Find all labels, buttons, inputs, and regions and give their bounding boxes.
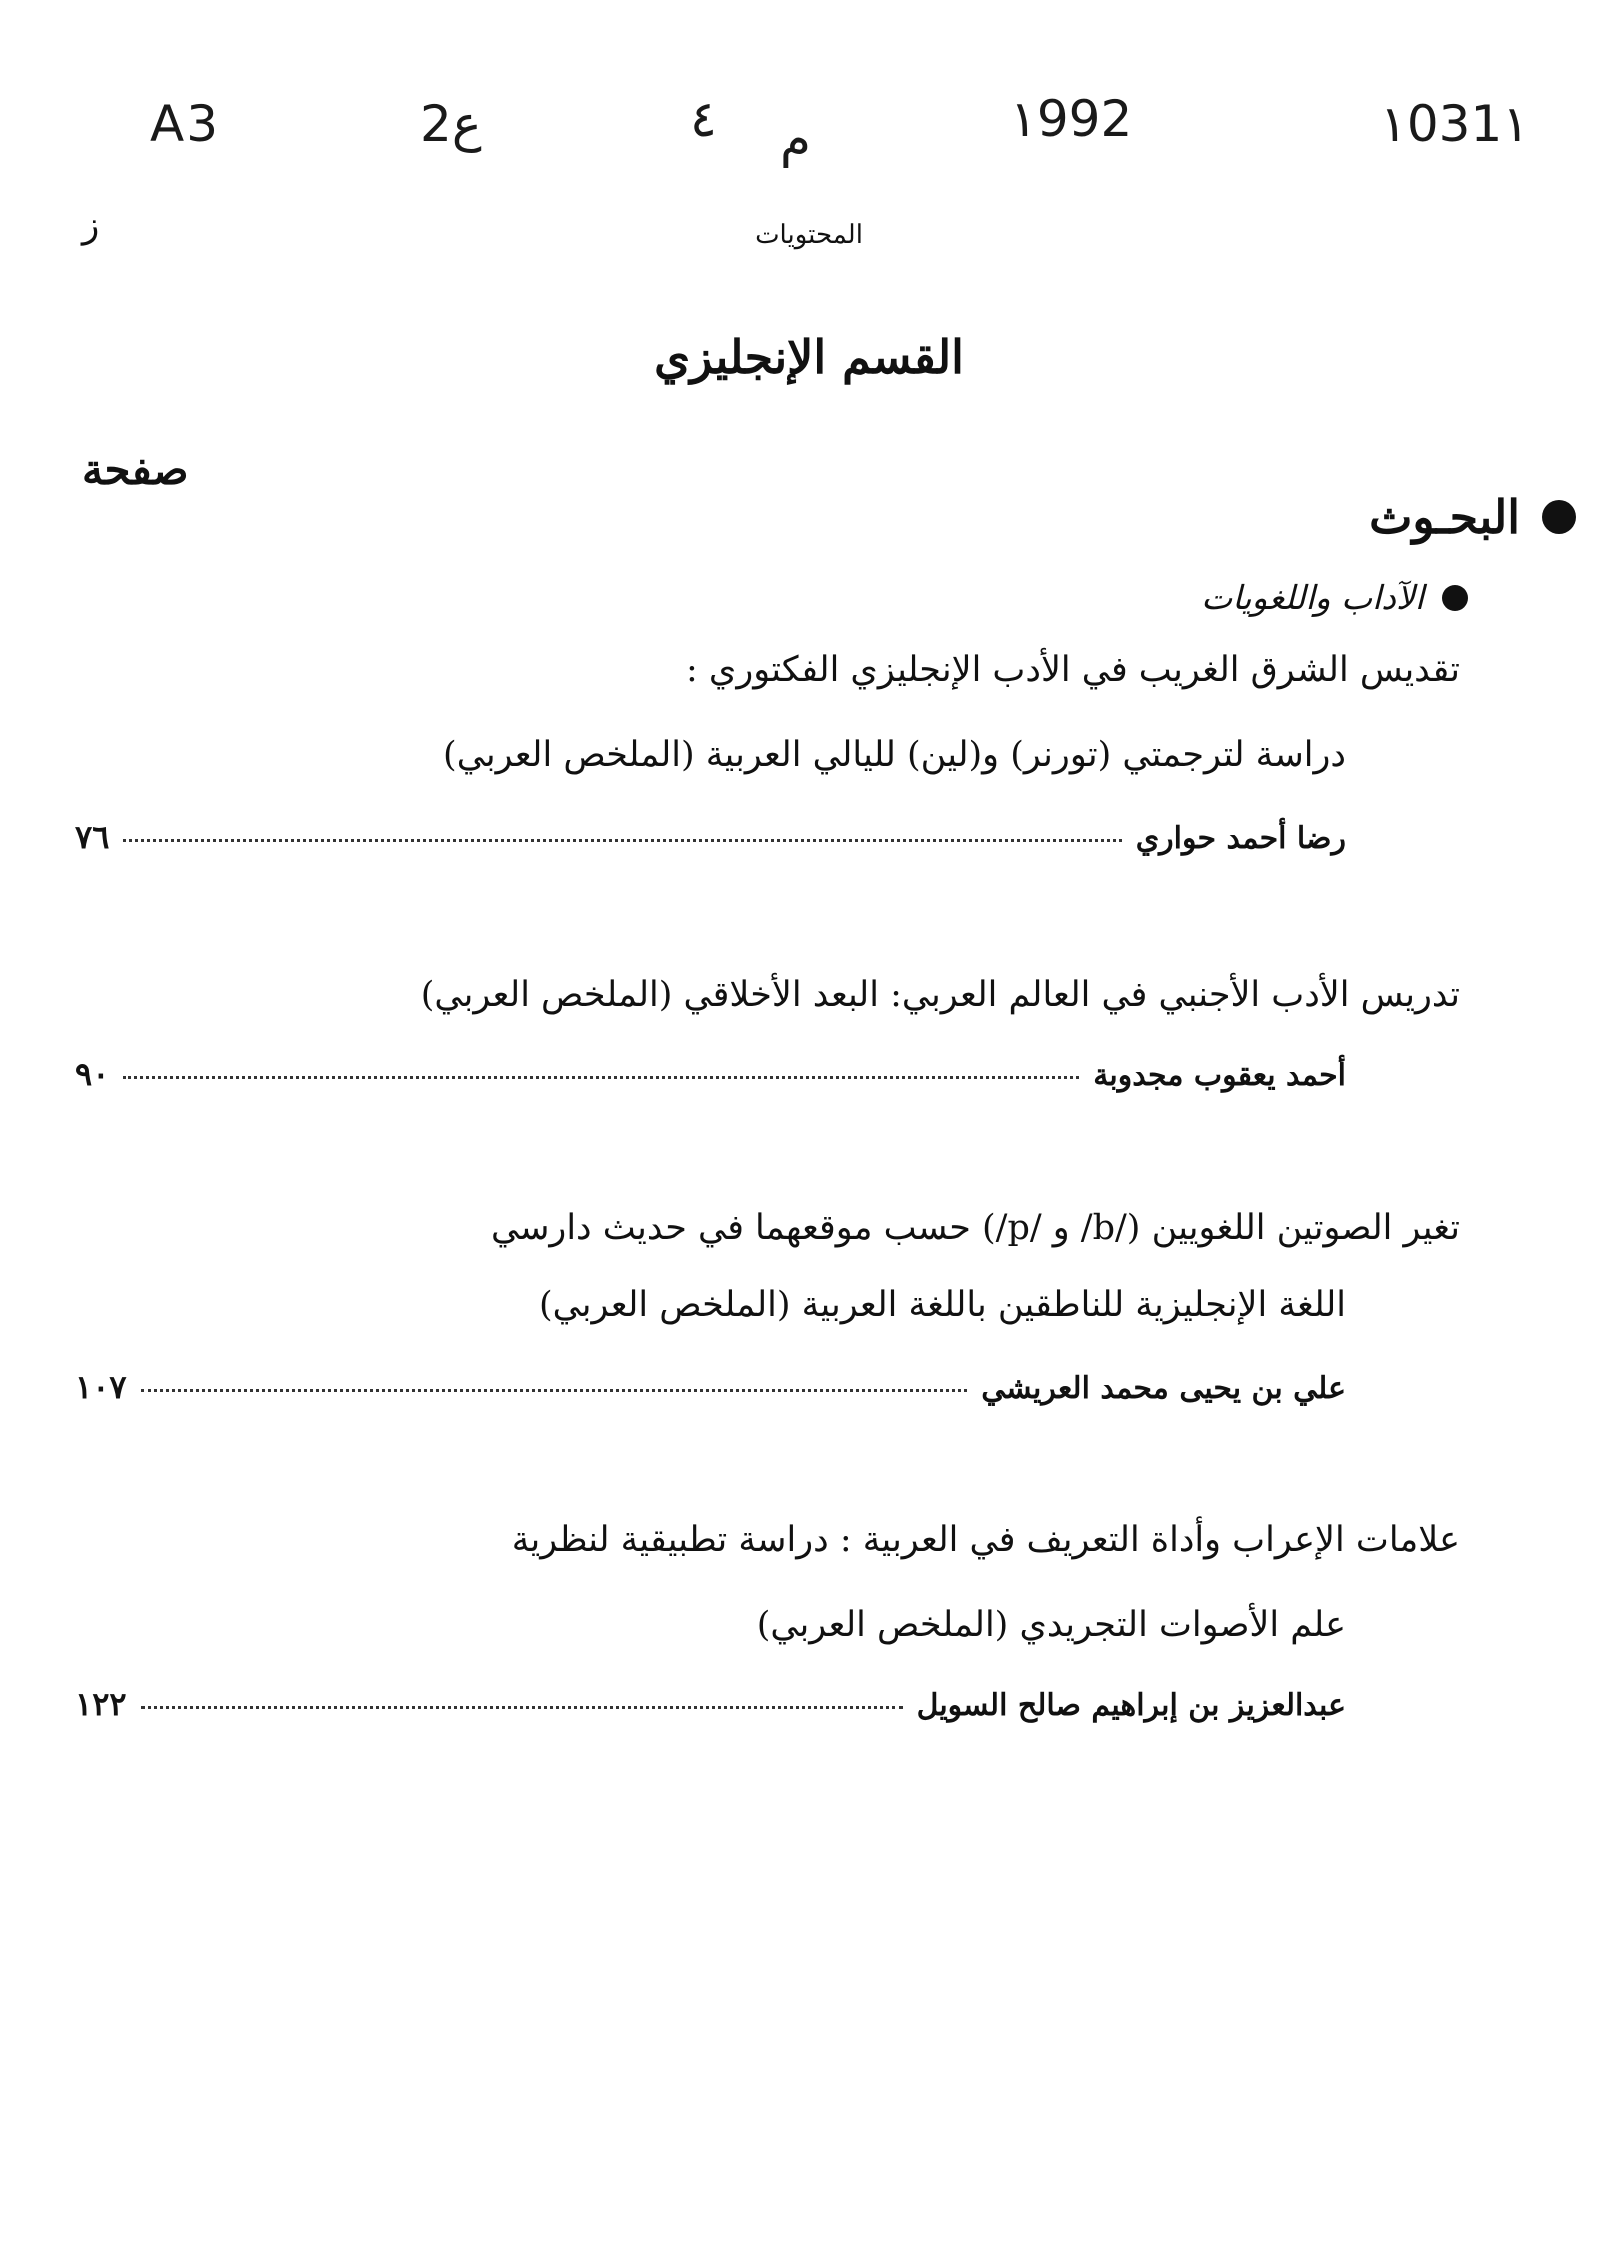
handwritten-year: ١992 [1010,90,1133,148]
running-title: المحتويات [755,220,863,250]
category-label: البحـوث [1369,490,1520,544]
subcategory-label: الآداب واللغويات [1201,578,1424,617]
subcategory-heading [1201,578,1468,617]
entry-4-title-line-2: علم الأصوات التجريدي (الملخص العربي) [756,1605,1346,1645]
handwritten-month: م [780,110,811,168]
entry-2-title-line-1: تدريس الأدب الأجنبي في العالم العربي: البعد الأخلاقي (الملخص العربي) [420,975,1460,1015]
page-letter: ز [82,205,100,246]
bullet-icon [1542,500,1576,534]
dot-leader [141,1389,968,1392]
entry-1-author: رضا أحمد حواري [1135,821,1346,856]
entry-3-title-line-2: اللغة الإنجليزية للناطقين باللغة العربية (الملخص العربي) [538,1285,1346,1325]
entry-3-author-line [75,1368,1346,1406]
bullet-icon [1442,585,1468,611]
dot-leader [141,1706,903,1709]
section-title: القسم الإنجليزي [654,330,964,384]
entry-1-author-line [75,818,1346,856]
entry-4-author: عبدالعزيز بن إبراهيم صالح السويل [916,1688,1346,1723]
entry-2-page: ٩٠ [75,1055,110,1093]
handwritten-a3: A3 [150,95,221,153]
page-column-label: صفحة [82,445,189,494]
handwritten-id: ١031١ [1380,95,1530,153]
entry-1-title-line-1: تقديس الشرق الغريب في الأدب الإنجليزي الفكتوري : [686,650,1460,690]
entry-2-author-line [75,1055,1346,1093]
handwritten-number: ٤ [690,90,717,148]
dot-leader [123,1076,1079,1079]
entry-3-author: علي بن يحيى محمد العريشي [981,1371,1346,1406]
entry-2-author: أحمد يعقوب مجدوبة [1093,1058,1346,1093]
entry-1-page: ٧٦ [75,818,110,856]
category-heading [1369,490,1576,544]
entry-3-page: ١٠٧ [75,1368,127,1406]
dot-leader [123,839,1121,842]
entry-4-title-line-1: علامات الإعراب وأداة التعريف في العربية : دراسة تطبيقية لنظرية [511,1520,1460,1560]
entry-4-page: ١٢٢ [75,1685,127,1723]
entry-1-title-line-2: دراسة لترجمتي (تورنر) و(لين) لليالي العربية (الملخص العربي) [443,735,1346,775]
entry-4-author-line [75,1685,1346,1723]
handwritten-volume: 2ع [420,95,482,153]
entry-3-title-line-1: تغير الصوتين اللغويين (/b/ و /p/) حسب موقعهما في حديث دارسي [490,1208,1460,1248]
